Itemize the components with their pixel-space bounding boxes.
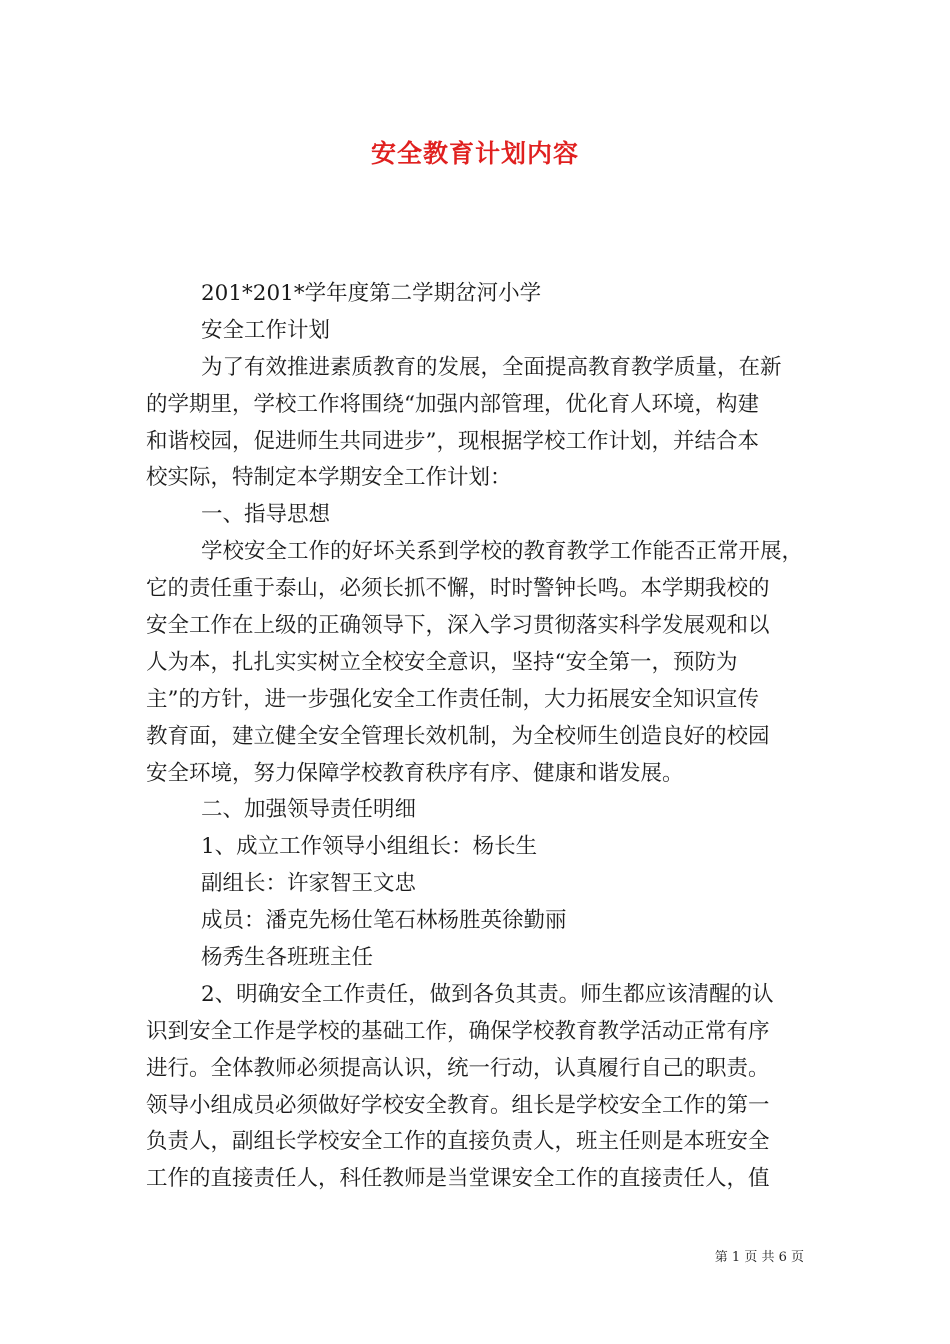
paragraph-line: 1、成立工作领导小组组长：杨长生 [201, 834, 538, 860]
paragraph-line: 校实际，特制定本学期安全工作计划： [146, 465, 512, 491]
paragraph-line: 安全工作计划 [201, 317, 331, 343]
paragraph-line: 安全环境，努力保障学校教育秩序有序、健康和谐发展。 [146, 760, 684, 786]
paragraph-line: 的学期里，学校工作将围绕“加强内部管理，优化育人环境，构建 [146, 391, 759, 417]
paragraph-line: 人为本，扎扎实实树立全校安全意识，坚持“安全第一，预防为 [146, 649, 738, 675]
paragraph-line: 成员：潘克先杨仕笔石林杨胜英徐勤丽 [201, 908, 567, 934]
paragraph-line: 为了有效推进素质教育的发展，全面提高教育教学质量，在新 [201, 354, 782, 380]
paragraph-line: 学校安全工作的好坏关系到学校的教育教学工作能否正常开展， [201, 539, 804, 565]
paragraph-line: 主”的方针，进一步强化安全工作责任制，大力拓展安全知识宣传 [146, 686, 759, 712]
paragraph-line: 安全工作在上级的正确领导下，深入学习贯彻落实科学发展观和以 [146, 613, 770, 639]
document-title: 安全教育计划内容 [370, 139, 579, 168]
paragraph-line: 杨秀生各班班主任 [201, 945, 374, 971]
paragraph-line: 2、明确安全工作责任，做到各负其责。师生都应该清醒的认 [201, 981, 774, 1007]
paragraph-line: 识到安全工作是学校的基础工作，确保学校教育教学活动正常有序 [146, 1018, 770, 1044]
paragraph-line: 副组长：许家智王文忠 [201, 871, 417, 897]
page-number: 第 1 页 共 6 页 [714, 1250, 804, 1265]
document-body [146, 276, 808, 1198]
paragraph-line: 一、指导思想 [201, 502, 331, 528]
paragraph-line: 负责人，副组长学校安全工作的直接负责人，班主任则是本班安全 [146, 1129, 770, 1155]
paragraph-line: 进行。全体教师必须提高认识，统一行动，认真履行自己的职责。 [146, 1055, 770, 1081]
paragraph-line: 工作的直接责任人，科任教师是当堂课安全工作的直接责任人，值 [146, 1166, 770, 1192]
paragraph-line: 教育面，建立健全安全管理长效机制，为全校师生创造良好的校园 [146, 723, 770, 749]
paragraph-line: 201*201*学年度第二学期岔河小学 [201, 281, 542, 306]
paragraph-line: 它的责任重于泰山，必须长抓不懈，时时警钟长鸣。本学期我校的 [146, 576, 770, 602]
paragraph-line: 和谐校园，促进师生共同进步”，现根据学校工作计划，并结合本 [146, 428, 759, 454]
paragraph-line: 领导小组成员必须做好学校安全教育。组长是学校安全工作的第一 [146, 1092, 770, 1118]
paragraph-line: 二、加强领导责任明细 [201, 797, 417, 823]
